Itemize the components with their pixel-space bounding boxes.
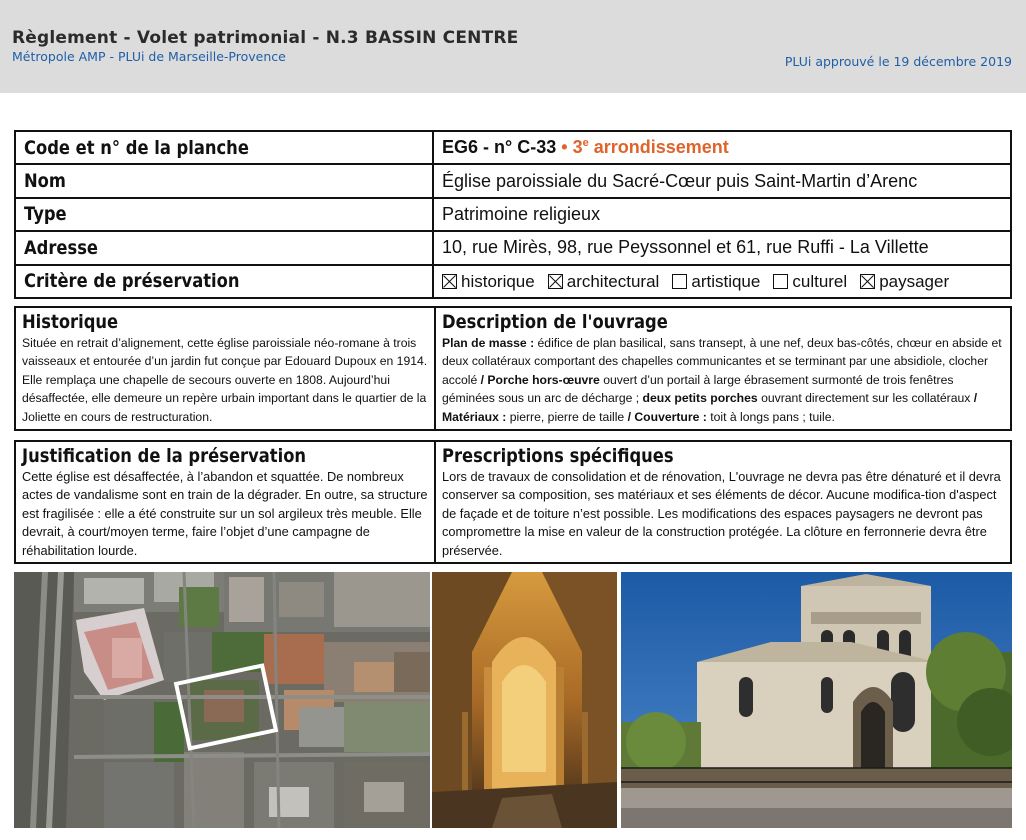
arrondissement: • 3e arrondissement <box>561 137 729 158</box>
interior-photo <box>432 572 617 828</box>
info-table <box>14 130 1012 299</box>
critere-value <box>433 265 1011 298</box>
code-value: EG6 - n° C-33 • 3e arrondissement <box>433 131 1011 164</box>
historique-section <box>16 308 434 429</box>
prescriptions-section <box>436 442 1010 562</box>
justification-text: Cette église est désaffectée, à l’abandon et squattée. De nombreux actes de vandalisme sont en train de la dégrader. En outre, sa structure est fragilisée : elle a été construite sur un sol argileux très meuble. Elle devrait, à court/moyen terme, faire l’objet d’une campagne de réhabilitation lourde. <box>22 469 428 558</box>
checkbox-paysager[interactable] <box>860 274 875 289</box>
description-text: Plan de masse : édifice de plan basilical, sans transept, à une nef, deux bas-côtés, chœur en abside et deux collatéraux comportant des chapelles communicantes et se terminant par une absidiole, clocher accolé / Porche hors-œuvre ouvert d’un portail à large ébrasement surmonté de trois fenêtres géminées sous un arc de décharge ; deux petits porches ouvrant directement sur les collatéraux / Matériaux : pierre, pierre de taille / Couverture : toit à longs pans ; tuile. <box>442 336 1002 424</box>
adresse-label: Adresse <box>15 231 433 264</box>
aerial-photo <box>14 572 430 828</box>
historique-text: Située en retrait d’alignement, cette église paroissiale néo-romane à trois vaisseaux et entourée d’un jardin fut conçue par Edouard Dupoux en 1914. Elle remplaça une chapelle de secours ouverte en 1808. Aujourd’hui désaffectée, elle demeure un repère urbain important dans le quartier de la Joliette en cours de restructuration. <box>22 336 428 424</box>
document-subtitle: Métropole AMP - PLUi de Marseille-Provence <box>12 49 286 64</box>
critere-label: Critère de préservation <box>15 265 433 298</box>
adresse-value: 10, rue Mirès, 98, rue Peyssonnel et 61, rue Ruffi - La Villette <box>433 231 1011 264</box>
criterion-culturel: culturel <box>792 271 848 291</box>
page-header <box>0 0 1026 93</box>
row-type <box>15 198 1011 231</box>
historique-title: Historique <box>22 311 119 333</box>
nom-value: Église paroissiale du Sacré-Cœur puis Saint-Martin d’Arenc <box>433 164 1011 197</box>
checkbox-culturel[interactable] <box>773 274 788 289</box>
justification-section <box>16 442 434 562</box>
criterion-artistique: artistique <box>691 271 761 291</box>
historique-description-block <box>14 306 1012 431</box>
justification-prescriptions-block <box>14 440 1012 564</box>
justification-title: Justification de la préservation <box>22 445 307 467</box>
criterion-paysager: paysager <box>879 271 950 291</box>
checkbox-artistique[interactable] <box>672 274 687 289</box>
row-code <box>15 131 1011 164</box>
document-title: Règlement - Volet patrimonial - N.3 BASSIN CENTRE <box>12 28 519 48</box>
description-title: Description de l'ouvrage <box>442 311 668 333</box>
checkbox-architectural[interactable] <box>548 274 563 289</box>
row-nom <box>15 164 1011 197</box>
criterion-historique: historique <box>461 271 535 291</box>
type-label: Type <box>15 198 433 231</box>
prescriptions-title: Prescriptions spécifiques <box>442 445 674 467</box>
row-critere <box>15 265 1011 298</box>
code-label: Code et n° de la planche <box>15 131 433 164</box>
type-value: Patrimoine religieux <box>433 198 1011 231</box>
nom-label: Nom <box>15 164 433 197</box>
approval-date: PLUi approuvé le 19 décembre 2019 <box>784 54 1012 69</box>
checkbox-historique[interactable] <box>442 274 457 289</box>
facade-photo <box>621 572 1012 828</box>
prescriptions-text: Lors de travaux de consolidation et de rénovation, L'ouvrage ne devra pas être dénaturé et il devra conserver sa composition, ses matériaux et ses éléments de décor. Aucune modifica-tion d'aspect de façade et de toiture n’est possible. Les modifications des espaces paysagers ne devront pas compromettre la mise en valeur de la construction protégée. La clôture en ferronnerie devra être préservée. <box>442 469 1001 558</box>
description-section <box>436 308 1010 429</box>
row-adresse <box>15 231 1011 264</box>
criterion-architectural: architectural <box>566 271 660 291</box>
